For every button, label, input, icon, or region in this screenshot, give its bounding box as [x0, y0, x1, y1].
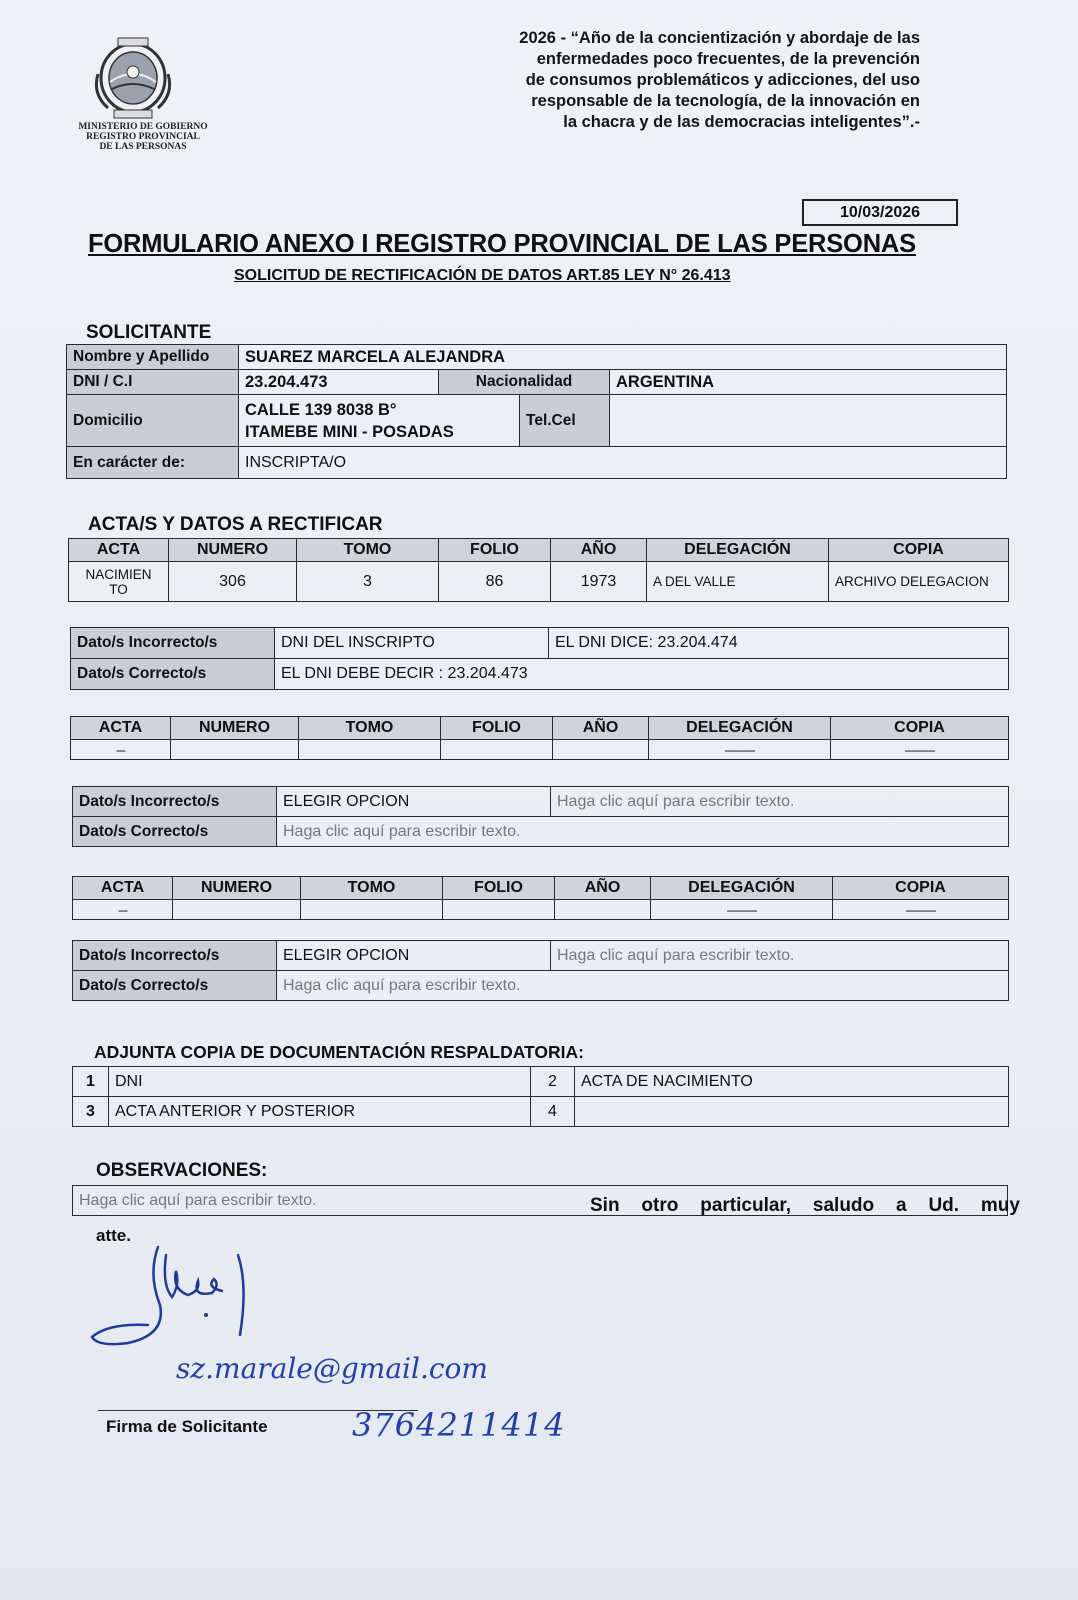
domicilio-field[interactable] [239, 395, 520, 447]
header-acta: ACTA [73, 877, 173, 900]
adjunta-item[interactable]: ACTA DE NACIMIENTO [575, 1067, 1009, 1097]
form-subtitle: SOLICITUD DE RECTIFICACIÓN DE DATOS ART.85 LEY N° 26.413 [234, 267, 731, 284]
adjunta-item[interactable]: ACTA ANTERIOR Y POSTERIOR [109, 1097, 531, 1127]
motto-line: de consumos problemáticos y adicciones, del uso [525, 71, 920, 89]
closing-word: Ud. [928, 1195, 960, 1216]
delegacion-cell[interactable]: ---------- [649, 740, 831, 760]
adjunta-number: 3 [73, 1097, 109, 1127]
closing-word: particular, [700, 1195, 792, 1216]
dato-incorrecto-label: Dato/s Incorrecto/s [73, 787, 277, 817]
rectificacion-table [70, 627, 1009, 690]
closing-word: saludo [812, 1195, 875, 1216]
handwritten-phone: 3764211414 [352, 1406, 566, 1444]
numero-cell[interactable]: 306 [169, 562, 297, 602]
folio-cell[interactable] [443, 900, 555, 920]
acta-type-cell[interactable]: --- [73, 900, 173, 920]
dato-incorrecto-label: Dato/s Incorrecto/s [73, 941, 277, 971]
tomo-cell[interactable] [299, 740, 441, 760]
acta-type-cell[interactable]: --- [71, 740, 171, 760]
tomo-cell[interactable] [301, 900, 443, 920]
rectificacion-table [72, 940, 1009, 1001]
dato-incorrecto-select[interactable]: ELEGIR OPCION [277, 941, 551, 971]
domicilio-line: CALLE 139 8038 B° [245, 400, 397, 419]
dato-incorrecto-detail[interactable]: Haga clic aquí para escribir texto. [551, 941, 1009, 971]
dni-field[interactable]: 23.204.473 [239, 370, 439, 395]
date-field[interactable]: 10/03/2026 [802, 199, 958, 226]
header-folio: FOLIO [439, 539, 551, 562]
closing-atte: atte. [96, 1226, 131, 1245]
header-tomo: TOMO [301, 877, 443, 900]
dato-incorrecto-detail[interactable]: Haga clic aquí para escribir texto. [551, 787, 1009, 817]
closing-word: otro [641, 1195, 679, 1216]
closing-word: a [896, 1195, 907, 1216]
dato-incorrecto-select[interactable]: DNI DEL INSCRIPTO [275, 628, 549, 659]
adjunta-item[interactable] [575, 1097, 1009, 1127]
header-numero: NUMERO [173, 877, 301, 900]
telcel-field[interactable] [610, 395, 1007, 447]
observaciones-field[interactable]: Haga clic aquí para escribir texto. [73, 1186, 1008, 1216]
adjunta-number: 4 [531, 1097, 575, 1127]
motto-line: 2026 - “Año de la concientización y abordaje de las [519, 29, 920, 47]
ministry-line: DE LAS PERSONAS [99, 142, 187, 152]
handwritten-signature-icon [88, 1235, 288, 1370]
ministry-line: MINISTERIO DE GOBIERNO [78, 122, 208, 132]
ministry-name [58, 122, 228, 152]
dni-label: DNI / C.I [67, 370, 239, 395]
dato-incorrecto-label: Dato/s Incorrecto/s [71, 628, 275, 659]
header-tomo: TOMO [297, 539, 439, 562]
delegacion-cell[interactable]: ---------- [651, 900, 833, 920]
dato-correcto-field[interactable]: Haga clic aquí para escribir texto. [277, 971, 1009, 1001]
nacionalidad-label: Nacionalidad [439, 370, 610, 395]
numero-cell[interactable] [171, 740, 299, 760]
header-folio: FOLIO [443, 877, 555, 900]
observaciones-heading: OBSERVACIONES: [96, 1160, 268, 1181]
header-delegacion: DELEGACIÓN [647, 539, 829, 562]
adjunta-number: 1 [73, 1067, 109, 1097]
signature-label: Firma de Solicitante [106, 1417, 268, 1436]
solicitante-table [66, 344, 1007, 479]
dato-incorrecto-select[interactable]: ELEGIR OPCION [277, 787, 551, 817]
acta-table [68, 538, 1009, 602]
dato-incorrecto-detail[interactable]: EL DNI DICE: 23.204.474 [549, 628, 1009, 659]
header-ano: AÑO [555, 877, 651, 900]
handwritten-email: sz.marale@gmail.com [176, 1352, 488, 1385]
ministry-line: REGISTRO PROVINCIAL [86, 132, 200, 142]
closing-text [590, 1195, 1020, 1217]
header-delegacion: DELEGACIÓN [649, 717, 831, 740]
copia-cell[interactable]: ARCHIVO DELEGACION [829, 562, 1009, 602]
tomo-cell[interactable]: 3 [297, 562, 439, 602]
header-copia: COPIA [833, 877, 1009, 900]
ano-cell[interactable]: 1973 [551, 562, 647, 602]
caracter-label: En carácter de: [67, 447, 239, 479]
motto-line: enfermedades poco frecuentes, de la prevención [536, 50, 920, 68]
telcel-label: Tel.Cel [520, 395, 610, 447]
dato-correcto-field[interactable]: Haga clic aquí para escribir texto. [277, 817, 1009, 847]
actas-heading: ACTA/S Y DATOS A RECTIFICAR [88, 514, 383, 535]
motto-line: responsable de la tecnología, de la innovación en [531, 92, 920, 110]
header-folio: FOLIO [441, 717, 553, 740]
header-ano: AÑO [553, 717, 649, 740]
domicilio-line: ITAMEBE MINI - POSADAS [245, 422, 454, 441]
copia-cell[interactable]: ---------- [831, 740, 1009, 760]
rectificacion-table [72, 786, 1009, 847]
dato-correcto-label: Dato/s Correcto/s [73, 971, 277, 1001]
form-title: FORMULARIO ANEXO I REGISTRO PROVINCIAL DE LAS PERSONAS [88, 230, 916, 258]
ano-cell[interactable] [553, 740, 649, 760]
numero-cell[interactable] [173, 900, 301, 920]
solicitante-heading: SOLICITANTE [86, 322, 212, 343]
nombre-field[interactable]: SUAREZ MARCELA ALEJANDRA [239, 345, 1007, 370]
domicilio-label: Domicilio [67, 395, 239, 447]
dato-correcto-field[interactable]: EL DNI DEBE DECIR : 23.204.473 [275, 659, 1009, 690]
header-tomo: TOMO [299, 717, 441, 740]
adjunta-heading: ADJUNTA COPIA DE DOCUMENTACIÓN RESPALDATORIA: [94, 1042, 584, 1062]
header-copia: COPIA [829, 539, 1009, 562]
header-acta: ACTA [71, 717, 171, 740]
ano-cell[interactable] [555, 900, 651, 920]
nacionalidad-field[interactable]: ARGENTINA [610, 370, 1007, 395]
copia-cell[interactable]: ---------- [833, 900, 1009, 920]
acta-type-cell[interactable]: NACIMIEN TO [69, 562, 169, 602]
motto-line: la chacra y de las democracias inteligentes”.- [563, 113, 920, 131]
adjunta-table [72, 1066, 1009, 1127]
dato-correcto-label: Dato/s Correcto/s [73, 817, 277, 847]
closing-word: muy [980, 1195, 1020, 1216]
delegacion-cell[interactable]: A DEL VALLE [647, 562, 829, 602]
header-acta: ACTA [69, 539, 169, 562]
folio-cell[interactable]: 86 [439, 562, 551, 602]
folio-cell[interactable] [441, 740, 553, 760]
header-delegacion: DELEGACIÓN [651, 877, 833, 900]
closing-word: Sin [590, 1195, 620, 1216]
adjunta-number: 2 [531, 1067, 575, 1097]
acta-table [70, 716, 1009, 760]
header-ano: AÑO [551, 539, 647, 562]
dato-correcto-label: Dato/s Correcto/s [71, 659, 275, 690]
header-numero: NUMERO [169, 539, 297, 562]
year-motto [420, 28, 920, 133]
caracter-field[interactable]: INSCRIPTA/O [239, 447, 1007, 479]
acta-table [72, 876, 1009, 920]
header-numero: NUMERO [171, 717, 299, 740]
nombre-label: Nombre y Apellido [67, 345, 239, 370]
header-copia: COPIA [831, 717, 1009, 740]
adjunta-item[interactable]: DNI [109, 1067, 531, 1097]
provincial-seal-icon [88, 34, 178, 120]
